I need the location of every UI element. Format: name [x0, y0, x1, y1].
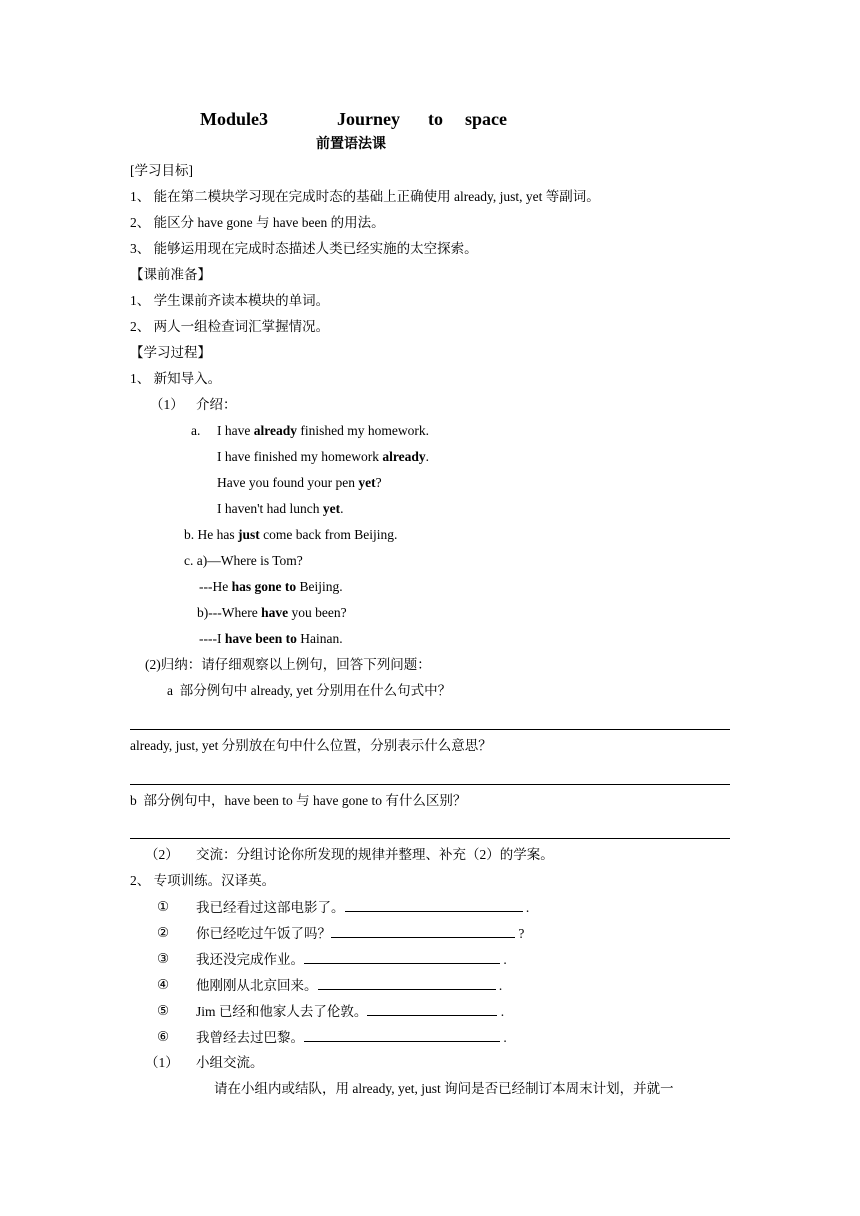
practice-number: ② [157, 925, 170, 940]
objective-item: 1、 能在第二模块学习现在完成时态的基础上正确使用 already, just, yet 等副词。 [130, 189, 600, 204]
module-title: Module3 [200, 109, 269, 129]
practice-number: ③ [157, 951, 170, 966]
answer-line[interactable] [130, 784, 730, 785]
prep-item: 2、 两人一组检查词汇掌握情况。 [130, 319, 330, 334]
practice-item: 我曾经去过巴黎。 . [196, 1030, 507, 1045]
example-sentence: I have already finished my homework. [217, 423, 429, 438]
question-a: a 部分例句中 already, yet 分别用在什么句式中？ [167, 683, 452, 698]
answer-blank[interactable] [318, 976, 496, 990]
step-2: 2、 专项训练。汉译英。 [130, 873, 276, 888]
intro-label: 介绍： [196, 397, 237, 412]
summary-instruction: (2)归纳：请仔细观察以上例句，回答下列问题： [145, 657, 431, 672]
answer-blank[interactable] [331, 924, 515, 938]
example-sentence: b. He has just come back from Beijing. [184, 527, 398, 542]
objectives-heading: [学习目标] [130, 163, 193, 178]
group-number: （1） [145, 1055, 179, 1070]
question-a2: already, just, yet 分别放在句中什么位置，分别表示什么意思？ [130, 738, 492, 753]
step-1: 1、 新知导入。 [130, 371, 222, 386]
answer-line[interactable] [130, 838, 730, 839]
objective-item: 3、 能够运用现在完成时态描述人类已经实施的太空探索。 [130, 241, 478, 256]
practice-number: ⑤ [157, 1003, 170, 1018]
title-word-to: to [428, 109, 443, 129]
prep-heading: 【课前准备】 [130, 267, 211, 282]
answer-blank[interactable] [304, 1028, 500, 1042]
practice-item: Jim 已经和他家人去了伦敦。 . [196, 1004, 505, 1019]
title-word-space: space [465, 109, 507, 129]
practice-number: ⑥ [157, 1029, 170, 1044]
process-heading: 【学习过程】 [130, 345, 211, 360]
example-sentence: c. a)—Where is Tom? [184, 553, 303, 568]
example-sentence: I have finished my homework already. [217, 449, 429, 464]
answer-blank[interactable] [304, 950, 500, 964]
answer-blank[interactable] [367, 1002, 497, 1016]
prep-item: 1、 学生课前齐读本模块的单词。 [130, 293, 330, 308]
group-instruction: 请在小组内或结队，用 already, yet, just 询问是否已经制订本周末计划，并就一 [214, 1081, 674, 1096]
objective-item: 2、 能区分 have gone 与 have been 的用法。 [130, 215, 385, 230]
title-word-journey: Journey [337, 109, 400, 129]
group-label: 小组交流。 [196, 1055, 264, 1070]
exchange-text: 交流：分组讨论你所发现的规律并整理、补充（2）的学案。 [196, 847, 554, 862]
example-sentence: Have you found your pen yet? [217, 475, 382, 490]
exchange-number: （2） [145, 847, 179, 862]
example-sentence: b)---Where have you been? [197, 605, 347, 620]
example-a-label: a. [191, 423, 201, 438]
practice-number: ① [157, 899, 170, 914]
answer-line[interactable] [130, 729, 730, 730]
example-sentence: I haven't had lunch yet. [217, 501, 344, 516]
question-b: b 部分例句中，have been to 与 have gone to 有什么区别？ [130, 793, 467, 808]
intro-number: （1） [150, 397, 184, 412]
lesson-subtitle: 前置语法课 [316, 137, 386, 152]
example-sentence: ----I have been to Hainan. [199, 631, 343, 646]
practice-item: 他刚刚从北京回来。 . [196, 978, 503, 993]
practice-number: ④ [157, 977, 170, 992]
practice-item: 你已经吃过午饭了吗？ ? [196, 926, 525, 941]
practice-item: 我已经看过这部电影了。 . [196, 900, 530, 915]
example-sentence: ---He has gone to Beijing. [199, 579, 343, 594]
answer-blank[interactable] [345, 898, 523, 912]
practice-item: 我还没完成作业。 . [196, 952, 507, 967]
